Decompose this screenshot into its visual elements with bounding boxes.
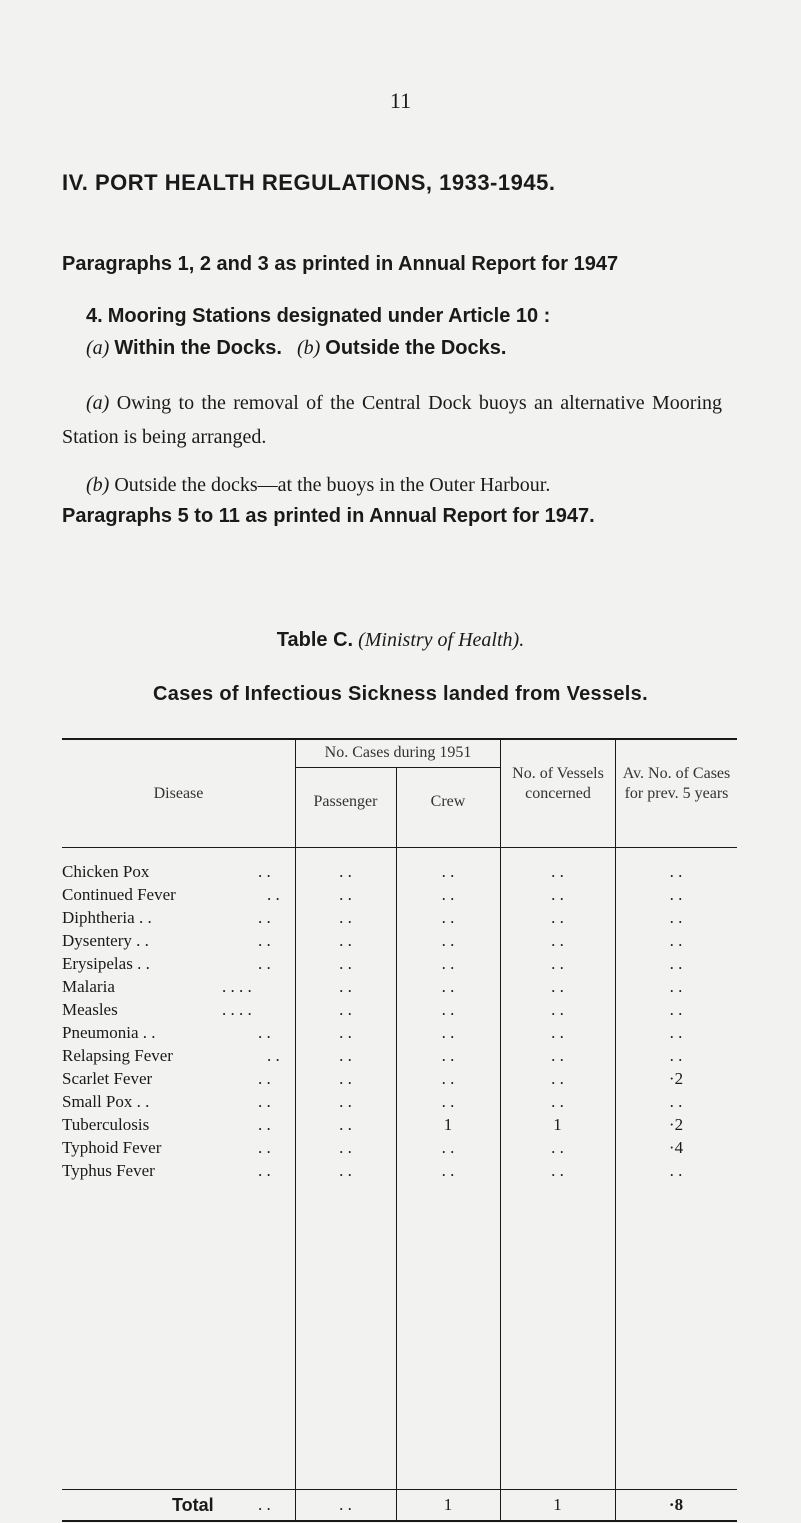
vessels-cell: . . <box>551 885 564 904</box>
passenger-cell: . . <box>339 1092 352 1111</box>
table-row <box>62 977 737 999</box>
average-cell: . . <box>669 1046 683 1065</box>
passenger-cell: . . <box>339 954 352 973</box>
paragraphs-1-3-note: Paragraphs 1, 2 and 3 as printed in Annual Report for 1947 <box>62 253 619 275</box>
average-cell: ·4 <box>668 1138 684 1157</box>
vessels-cell: . . <box>551 931 564 950</box>
vessels-cell: . . <box>551 1138 564 1157</box>
leader-dots: . . <box>258 862 271 881</box>
item-4-options <box>86 337 506 360</box>
crew-cell: . . <box>441 977 455 996</box>
average-cell: . . <box>669 1000 683 1019</box>
table-row <box>62 908 737 930</box>
disease-name: Typhoid Fever <box>62 1138 162 1157</box>
crew-cell: . . <box>441 1023 455 1042</box>
average-cell: . . <box>669 1092 683 1111</box>
disease-name: Scarlet Fever <box>62 1069 153 1088</box>
vessels-cell: . . <box>551 1069 564 1088</box>
item-4-b-text: Outside the Docks. <box>325 337 507 359</box>
leader-dots: . . <box>258 1069 271 1088</box>
group-header-rule <box>295 767 501 768</box>
table-row <box>62 885 737 907</box>
leader-dots: . . <box>267 885 280 904</box>
note-a <box>62 386 722 454</box>
average-cell: ·2 <box>668 1115 684 1134</box>
table-row <box>62 1023 737 1045</box>
passenger-cell: . . <box>339 862 352 881</box>
table-row <box>62 862 737 884</box>
vessels-cell: 1 <box>553 1115 562 1134</box>
header-crew: Crew <box>430 793 466 810</box>
table-row <box>62 1115 737 1137</box>
leader-dots: . . <box>258 1115 271 1134</box>
note-b-label: (b) <box>86 474 110 496</box>
note-b <box>86 468 550 502</box>
disease-name: Continued Fever <box>62 885 176 904</box>
crew-cell: . . <box>441 1046 455 1065</box>
header-passenger: Passenger <box>313 793 378 810</box>
passenger-cell: . . <box>339 885 352 904</box>
header-bottom-rule <box>62 847 737 848</box>
disease-name: Dysentery . . <box>62 931 149 950</box>
passenger-cell: . . <box>339 1115 352 1134</box>
crew-cell: . . <box>441 1069 455 1088</box>
table-row <box>62 954 737 976</box>
average-cell: ·2 <box>668 1069 684 1088</box>
disease-name: Chicken Pox <box>62 862 150 881</box>
vessels-cell: . . <box>551 862 564 881</box>
header-vessels: No. of Vessels concerned <box>512 765 604 802</box>
table-title-prefix: Table C. <box>276 629 354 651</box>
crew-cell: . . <box>441 931 455 950</box>
table-row <box>62 1069 737 1091</box>
total-crew: 1 <box>443 1495 453 1514</box>
disease-name: Diphtheria . . <box>62 908 152 927</box>
vessels-cell: . . <box>551 1046 564 1065</box>
vessels-cell: . . <box>551 954 564 973</box>
leader-dots: . . . . <box>222 977 252 996</box>
infectious-sickness-table <box>62 738 737 1523</box>
vessels-cell: . . <box>551 1092 564 1111</box>
leader-dots: . . <box>258 908 271 927</box>
passenger-cell: . . <box>339 1046 352 1065</box>
item-4 <box>86 305 550 328</box>
crew-cell: . . <box>441 1138 455 1157</box>
passenger-cell: . . <box>339 1023 352 1042</box>
disease-name: Typhus Fever <box>62 1161 155 1180</box>
table-row <box>62 1161 737 1183</box>
average-cell: . . <box>669 885 683 904</box>
vessels-cell: . . <box>551 908 564 927</box>
item-4-a-label: (a) <box>86 337 110 359</box>
average-cell: . . <box>669 908 683 927</box>
table-row <box>62 1046 737 1068</box>
passenger-cell: . . <box>339 931 352 950</box>
disease-name: Small Pox . . <box>62 1092 150 1111</box>
table-row <box>62 1000 737 1022</box>
disease-name: Pneumonia . . <box>62 1023 156 1042</box>
section-heading: IV. PORT HEALTH REGULATIONS, 1933-1945. <box>62 170 556 195</box>
table-title <box>0 629 801 652</box>
crew-cell: . . <box>441 954 455 973</box>
leader-dots: . . <box>267 1046 280 1065</box>
leader-dots: . . <box>258 1138 271 1157</box>
crew-cell: . . <box>441 908 455 927</box>
table-top-rule <box>62 738 737 740</box>
passenger-cell: . . <box>339 1000 352 1019</box>
table-bottom-rule <box>62 1520 737 1522</box>
average-cell: . . <box>669 1161 683 1180</box>
item-4-b-label: (b) <box>296 337 321 359</box>
item-4-text: Mooring Stations designated under Article 10 : <box>107 305 551 327</box>
average-cell: . . <box>669 977 683 996</box>
table-total-row <box>62 1495 737 1517</box>
item-4-a-text: Within the Docks. <box>114 337 282 359</box>
total-average: ·8 <box>668 1495 684 1514</box>
item-4-number: 4. <box>86 305 103 327</box>
leader-dots: . . <box>258 1023 271 1042</box>
leader-dots: . . <box>258 1161 271 1180</box>
crew-cell: . . <box>441 862 455 881</box>
disease-name: Tuberculosis <box>62 1115 150 1134</box>
disease-name: Relapsing Fever <box>62 1046 173 1065</box>
leader-dots: . . <box>258 1495 271 1514</box>
leader-dots: . . . . <box>222 1000 252 1019</box>
passenger-cell: . . <box>339 1161 352 1180</box>
paragraphs-5-11-note: Paragraphs 5 to 11 as printed in Annual Report for 1947. <box>62 505 595 527</box>
table-row <box>62 931 737 953</box>
average-cell: . . <box>669 931 683 950</box>
table-row <box>62 1092 737 1114</box>
vessels-cell: . . <box>551 1161 564 1180</box>
leader-dots: . . <box>258 1092 271 1111</box>
passenger-cell: . . <box>339 1138 352 1157</box>
passenger-cell: . . <box>339 1069 352 1088</box>
table-row <box>62 1138 737 1160</box>
page-number: 11 <box>389 88 412 113</box>
crew-cell: 1 <box>443 1115 453 1134</box>
note-a-text: Owing to the removal of the Central Dock buoys an alternative Mooring Station is being arranged. <box>62 392 723 448</box>
table-subtitle: Cases of Infectious Sickness landed from Vessels. <box>153 683 648 705</box>
disease-name: Malaria <box>62 977 115 996</box>
header-disease: Disease <box>153 785 204 802</box>
total-top-rule <box>62 1489 737 1490</box>
header-cases-during: No. Cases during 1951 <box>324 744 472 761</box>
note-b-text: Outside the docks—at the buoys in the Outer Harbour. <box>114 474 551 496</box>
vessels-cell: . . <box>551 1000 564 1019</box>
leader-dots: . . <box>258 931 271 950</box>
average-cell: . . <box>669 1023 683 1042</box>
passenger-cell: . . <box>339 908 352 927</box>
average-cell: . . <box>669 862 683 881</box>
vessels-cell: . . <box>551 977 564 996</box>
total-vessels: 1 <box>553 1495 562 1514</box>
table-title-ministry: (Ministry of Health). <box>358 629 525 651</box>
crew-cell: . . <box>441 1092 455 1111</box>
total-label: Total <box>172 1495 214 1515</box>
header-average: Av. No. of Cases for prev. 5 years <box>622 765 731 802</box>
crew-cell: . . <box>441 1161 455 1180</box>
total-passenger: . . <box>339 1495 352 1514</box>
disease-name: Measles <box>62 1000 118 1019</box>
crew-cell: . . <box>441 1000 455 1019</box>
average-cell: . . <box>669 954 683 973</box>
vessels-cell: . . <box>551 1023 564 1042</box>
note-a-label: (a) <box>86 392 110 414</box>
disease-name: Erysipelas . . <box>62 954 150 973</box>
passenger-cell: . . <box>339 977 352 996</box>
crew-cell: . . <box>441 885 455 904</box>
leader-dots: . . <box>258 954 271 973</box>
